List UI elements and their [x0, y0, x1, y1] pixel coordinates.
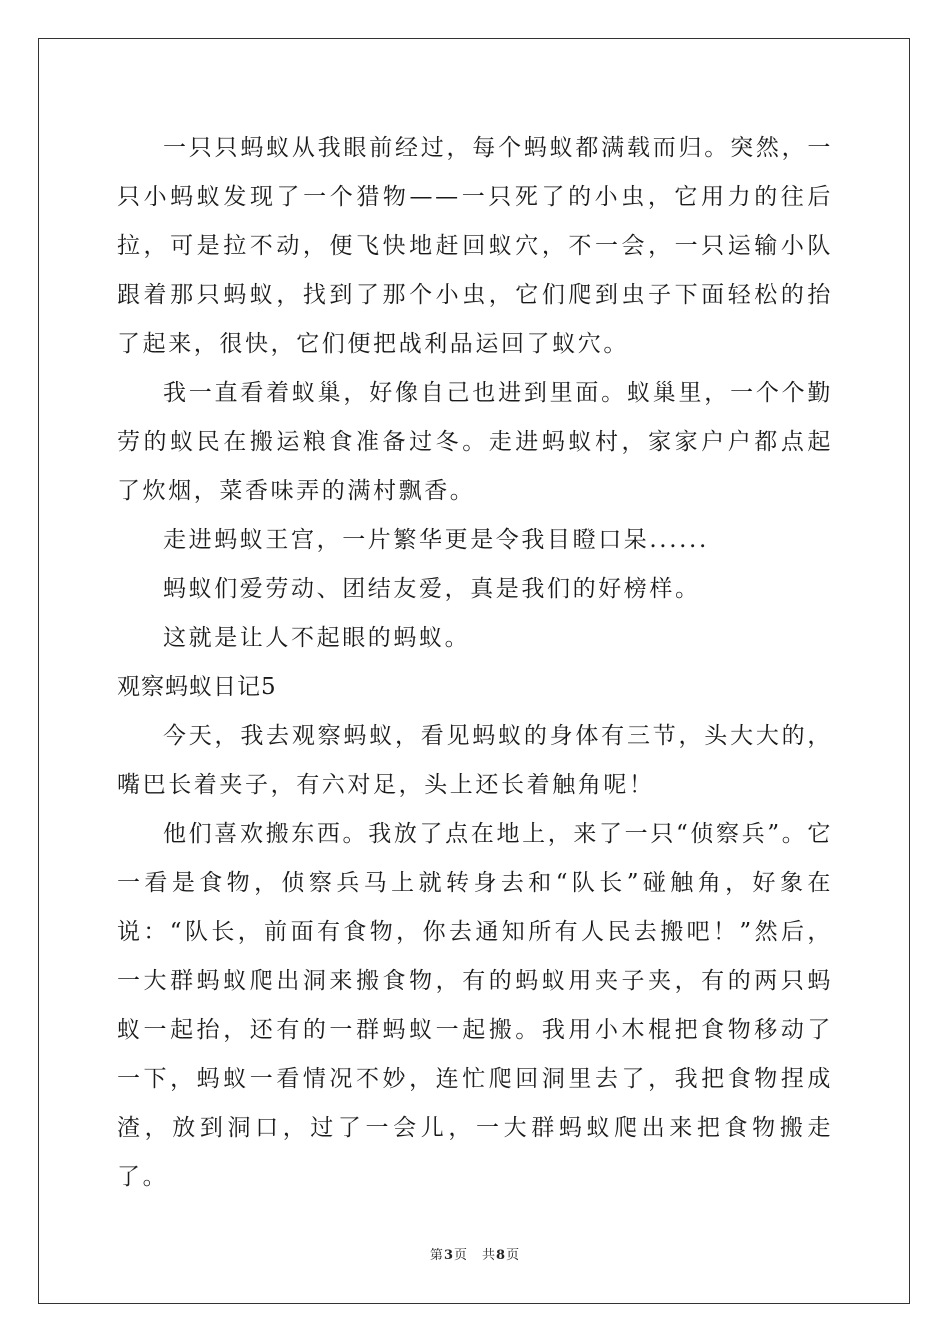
page-label-suffix: 页 [453, 1248, 468, 1263]
paragraph: 蚂蚁们爱劳动、团结友爱，真是我们的好榜样。 [163, 576, 701, 602]
section-heading: 观察蚂蚁日记5 [117, 674, 277, 700]
paragraph: 我一直看着蚁巢，好像自己也进到里面。蚁巢里，一个个勤劳的蚁民在搬运粮食准备过冬。走进蚂蚁村，家家户户都点起了炊烟，菜香味弄的满村飘香。 [117, 380, 833, 504]
paragraph: 今天，我去观察蚂蚁，看见蚂蚁的身体有三节，头大大的，嘴巴长着夹子，有六对足，头上还长着触角呢！ [117, 723, 833, 798]
paragraph: 这就是让人不起眼的蚂蚁。 [163, 625, 471, 651]
paragraph: 他们喜欢搬东西。我放了点在地上，来了一只“侦察兵”。它一看是食物，侦察兵马上就转身去和“队长”碰触角，好象在说：“队长，前面有食物，你去通知所有人民去搬吧！”然后，一大群蚂蚁爬出洞来搬食物，有的蚂蚁用夹子夹，有的两只蚂蚁一起抬，还有的一群蚂蚁一起搬。我用小木棍把食物移动了一下，蚂蚁一看情况不妙，连忙爬回洞里去了，我把食物捏成渣，放到洞口，过了一会儿，一大群蚂蚁爬出来把食物搬走了。 [117, 821, 833, 1190]
paragraph: 一只只蚂蚁从我眼前经过，每个蚂蚁都满载而归。突然，一只小蚂蚁发现了一个猎物——一只死了的小虫，它用力的往后拉，可是拉不动，便飞快地赶回蚁穴，不一会，一只运输小队跟着那只蚂蚁，找到了那个小虫，它们爬到虫子下面轻松的抬了起来，很快，它们便把战利品运回了蚁穴。 [117, 135, 833, 357]
page-label-prefix: 第 [429, 1248, 444, 1263]
page-footer [0, 1244, 950, 1263]
total-label-suffix: 页 [506, 1248, 521, 1263]
paragraph: 走进蚂蚁王宫，一片繁华更是令我目瞪口呆...... [163, 527, 709, 553]
current-page-number: 3 [443, 1248, 454, 1263]
total-label-prefix: 共 [482, 1248, 497, 1263]
total-page-number: 8 [496, 1248, 507, 1263]
document-body [117, 124, 833, 1202]
